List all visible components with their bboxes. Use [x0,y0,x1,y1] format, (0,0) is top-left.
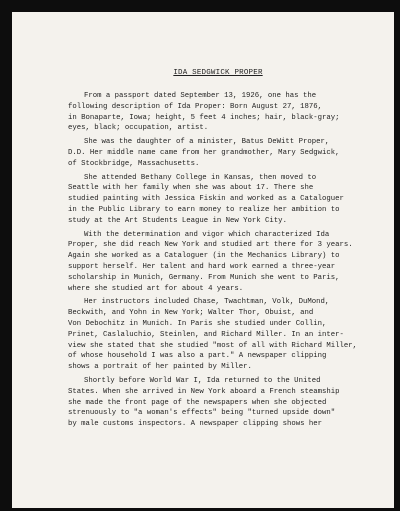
text-line: where she studied art for about 4 years. [68,284,244,293]
text-line: view she stated that she studied "most of all with Richard Miller, [68,341,358,350]
paragraph-passport [68,91,368,134]
text-line: by male customs inspectors. A newspaper clipping shows her [68,420,322,429]
text-line: Her instructors included Chase, Twachtman, Volk, DuMond, [84,298,330,307]
text-line: Seattle with her family when she was about 17. There she [68,184,314,193]
text-line: studied painting with Jessica Fiskin and worked as a Cataloguer [68,195,344,204]
text-line: following description of Ida Proper: Born August 27, 1876, [68,102,322,111]
text-line: Shortly before World War I, Ida returned to the United [84,376,321,385]
text-line: study at the Art Students League in New York City. [68,216,287,225]
text-line: D.D. Her middle name came from her grandmother, Mary Sedgwick, [68,148,340,157]
document-page [12,12,394,508]
text-line: eyes, black; occupation, artist. [68,124,209,133]
text-line: Proper, she did reach New York and studied art there for 3 years. [68,241,353,250]
paragraph-family [68,137,368,169]
text-line: support herself. Her talent and hard work earned a three-year [68,262,336,271]
text-line: States. When she arrived in New York aboard a French steamship [68,387,340,396]
text-line: She was the daughter of a minister, Batus DeWitt Proper, [84,138,330,147]
text-line: in the Public Library to earn money to realize her ambition to [68,205,340,214]
text-line: With the determination and vigor which characterized Ida [84,230,330,239]
text-line: scholarship in Munich, Germany. From Munich she went to Paris, [68,273,340,282]
text-line: she made the front page of the newspapers when she objected [68,398,327,407]
text-line: in Bonaparte, Iowa; height, 5 feet 4 inches; hair, black-gray; [68,113,340,122]
paragraph-return [68,376,368,430]
text-line: From a passport dated September 13, 1926, one has the [84,92,317,100]
paragraph-new-york [68,230,368,295]
document-title: IDA SEDGWICK PROPER [173,69,263,77]
paragraph-education [68,173,368,227]
text-line: of Stockbridge, Massachusetts. [68,159,200,168]
text-line: Von Debochitz in Munich. In Paris she studied under Collin, [68,319,327,328]
text-line: Prinet, Caslaluchio, Steinlen, and Richard Miller. In an inter- [68,330,344,339]
text-line: Beckwith, and Yohn in New York; Walter Thor, Obuist, and [68,309,314,318]
text-line: She attended Bethany College in Kansas, then moved to [84,173,317,182]
text-line: of whose household I was also a part." A newspaper clipping [68,352,327,361]
paragraph-instructors [68,297,368,373]
text-line: shows a portrait of her painted by Miller. [68,363,252,372]
text-line: Again she worked as a Cataloguer (in the Mechanics Library) to [68,252,340,261]
text-line: strenuously to "a woman's effects" being "turned upside down" [68,409,336,418]
